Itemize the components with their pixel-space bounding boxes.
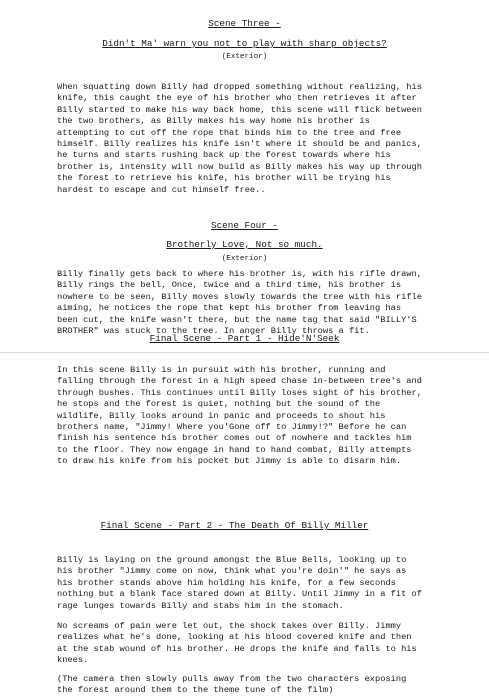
scene-four-title: Scene Four - <box>211 220 278 231</box>
final-part-two-paragraph-2 <box>57 621 433 667</box>
final-part-one-title: Final Scene - Part 1 - Hide'N'Seek <box>149 333 340 344</box>
final-part-two-paragraph-3 <box>57 674 433 697</box>
text-line: he stops and the forest is quiet, nothing but the sound of the <box>57 399 381 410</box>
text-line: Billy started to make his way back home, this scene will flick between <box>57 104 422 115</box>
text-line: (The camera then slowly pulls away from the two characters exposing <box>57 674 407 684</box>
final-part-two-title: Final Scene - Part 2 - The Death Of Billy Miller <box>100 520 369 531</box>
page-divider <box>0 352 489 353</box>
text-line: brother is, intensity will now build as Billy makes his way up through <box>57 161 422 172</box>
text-line: BROTHER" was stuck to the tree. In anger Billy throws a fit. <box>57 326 370 337</box>
scene-four-subtitle: Brotherly Love, Not so much. <box>166 239 323 250</box>
text-line: his brother "Jimmy come on now, think what you're doin'" he says as <box>57 566 407 577</box>
scene-four-setting: (Exterior) <box>221 255 268 263</box>
text-line: attempting to cut off the rope that binds him to the tree and free <box>57 127 402 138</box>
text-line: to draw his knife from his pocket but Jimmy is able to disarm him. <box>57 456 402 467</box>
scene-three-title: Scene Three - <box>208 18 281 29</box>
text-line: finish his sentence his brother comes out of nowhere and tackles him <box>57 433 412 444</box>
text-line: been cut, the knife wasn't there, but the name tag that said "BILLY'S <box>57 314 417 325</box>
final-part-two-paragraph-1 <box>57 555 433 612</box>
text-line: knees. <box>57 655 89 666</box>
text-line: brothers name, "Jimmy! Where you'Gone off to Jimmy!?" Before he can <box>57 422 407 433</box>
text-line: realizes what he's done, looking at his blood covered knife and then <box>57 632 412 643</box>
text-line: at the stab wound of his brother. He drops the knife and falls to his <box>57 643 417 654</box>
scene-three-setting: (Exterior) <box>221 53 268 61</box>
text-line: himself. Billy realizes his knife isn't where it should be and panics, <box>57 139 422 150</box>
text-line: Billy rings the bell, Once, twice and a third time, his brother is <box>57 280 402 291</box>
scene-three-subtitle: Didn't Ma' warn you not to play with sharp objects? <box>102 38 387 49</box>
text-line: wildlife, Billy looks around in panic and proceeds to shout his <box>57 410 386 421</box>
text-line: through bushes. This continues until Billy loses sight of his brother, <box>57 387 422 398</box>
text-line: Billy is laying on the ground amongst the Blue Bells, looking up to <box>57 555 407 565</box>
text-line: nothing but a blank face stared down at Billy. Until Jimmy in a fit of <box>57 589 422 600</box>
scene-four-paragraph <box>57 269 433 337</box>
text-line: Billy finally gets back to where his brother is, with his rifle drawn, <box>57 269 422 279</box>
text-line: the forest around them to the theme tune of the film) <box>57 685 334 696</box>
text-line: he turns and starts rushing back up the forest towards where his <box>57 150 391 161</box>
text-line: No screams of pain were let out, the shock takes over Billy. Jimmy <box>57 621 402 631</box>
final-part-one-paragraph <box>57 365 433 468</box>
text-line: nowhere to be seen, Billy moves slowly towards the tree with his rifle <box>57 291 422 302</box>
text-line: the two brothers, as Billy makes his way home his brother is <box>57 116 370 127</box>
text-line: In this scene Billy is in pursuit with his brother, running and <box>57 365 386 375</box>
text-line: falling through the forest in a high speed chase in-between tree's and <box>57 376 422 387</box>
text-line: to the floor. They now engage in hand to hand combat, Billy attempts <box>57 444 412 455</box>
text-line: his brother stands above him holding his knife, for a few seconds <box>57 577 396 588</box>
text-line: knife, this caught the eye of his brother who then retrieves it after <box>57 93 417 104</box>
scene-three-paragraph <box>57 82 433 196</box>
text-line: the forest to retrieve his knife, his brother will be trying his <box>57 173 391 184</box>
text-line: hardest to escape and cut himself free.. <box>57 184 266 195</box>
text-line: rage lunges towards Billy and stabs him in the stomach. <box>57 600 344 611</box>
text-line: aiming, he notices the rope that kept his brother from leaving has <box>57 303 402 314</box>
text-line: When squatting down Billy had dropped something without realizing, his <box>57 82 422 92</box>
